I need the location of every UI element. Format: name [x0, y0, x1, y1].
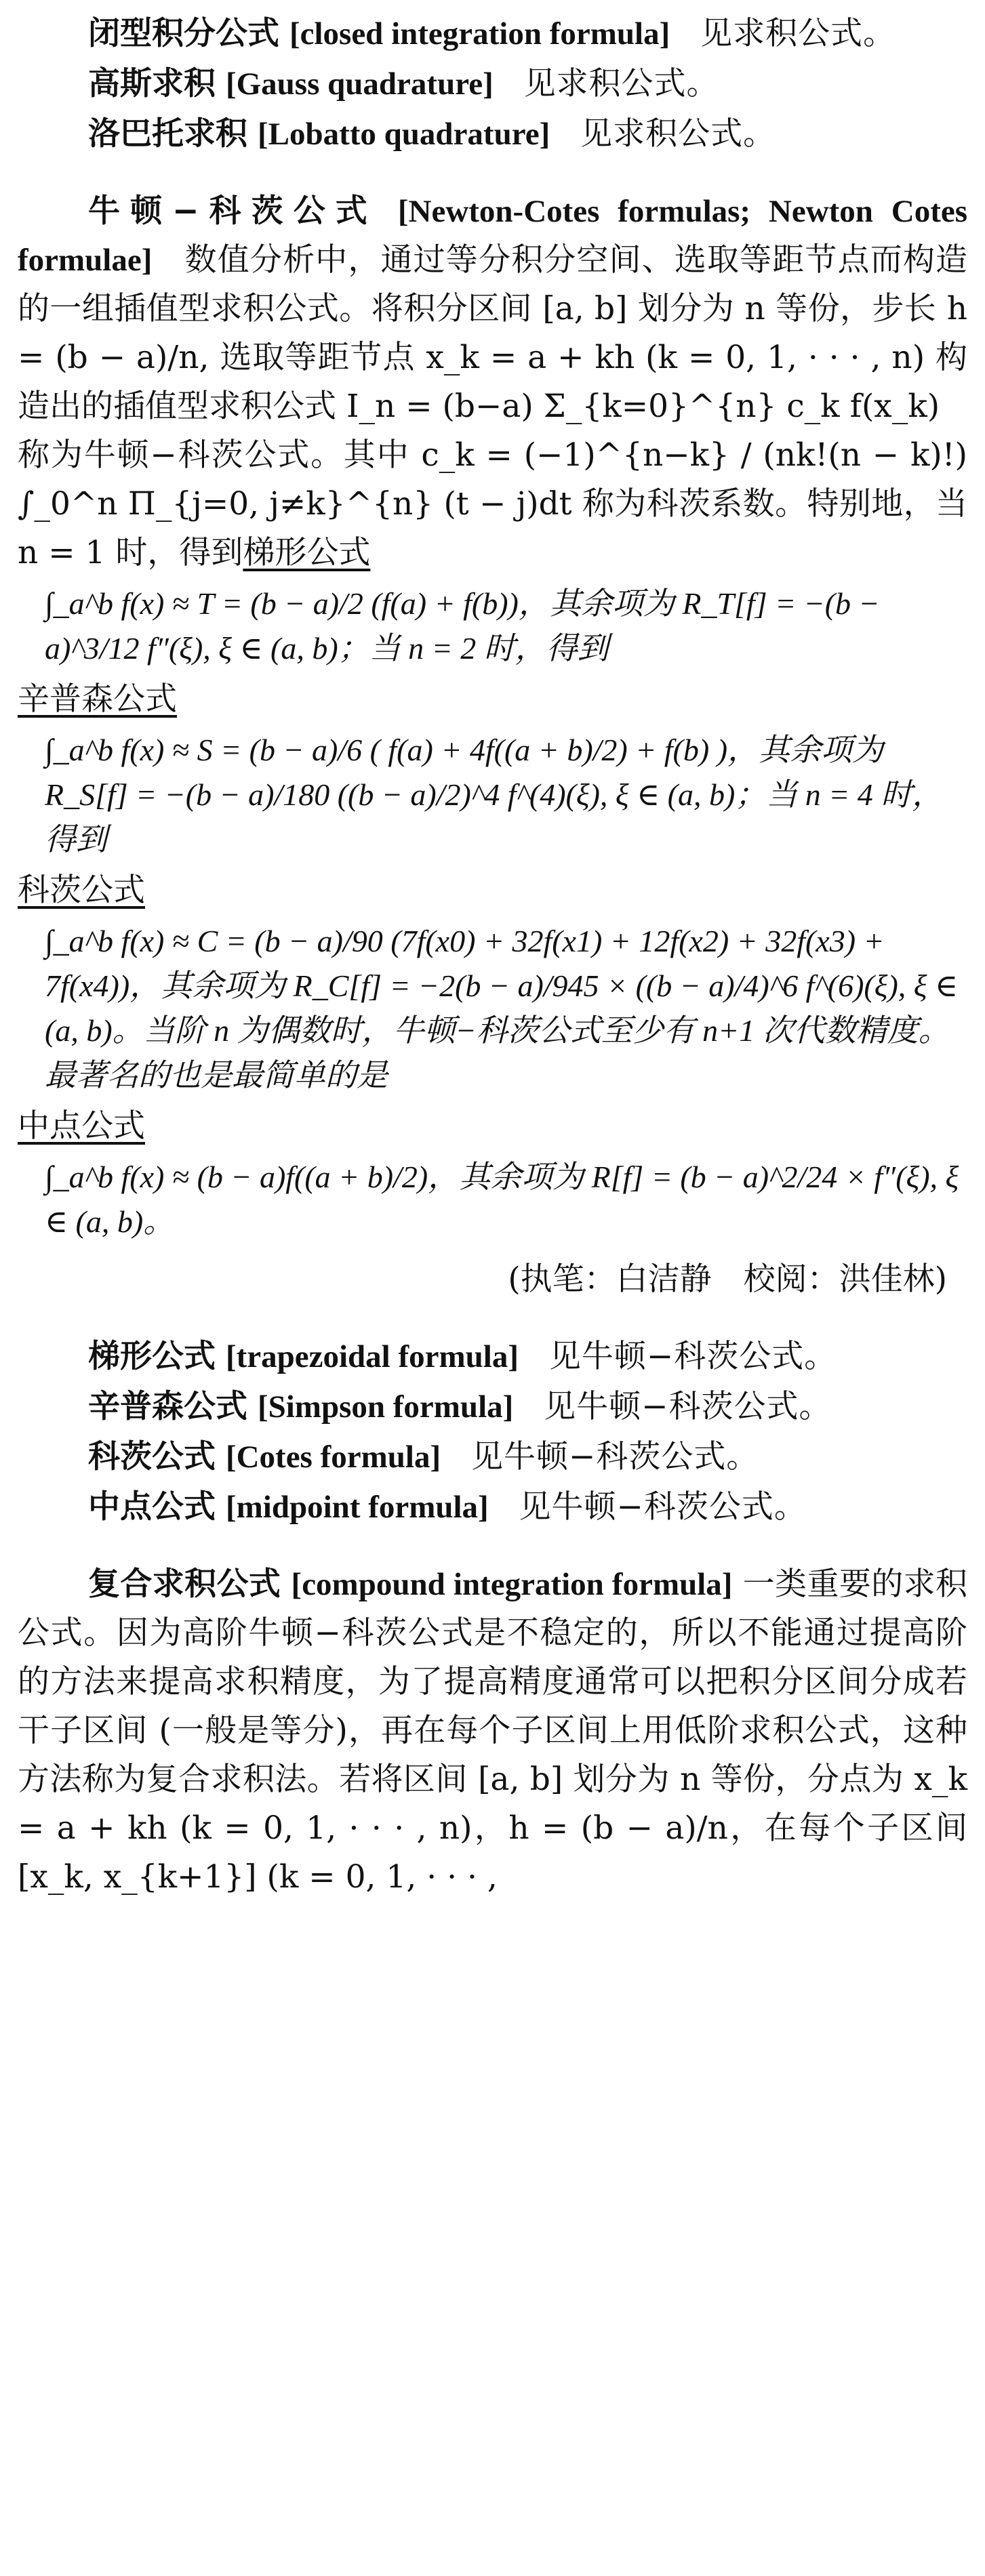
entry-midpoint-formula — [18, 1483, 967, 1532]
cross-reference: 见牛顿−科茨公式。 — [548, 1338, 837, 1375]
xref-simpson-line — [18, 675, 967, 724]
english-term: [Simpson formula] — [257, 1389, 514, 1425]
cross-reference: 见牛顿−科茨公式。 — [470, 1438, 759, 1475]
headword: 闭型积分公式 — [88, 15, 279, 52]
formula-trapezoidal: ∫_a^b f(x) ≈ T = (b − a)/2 (f(a) + f(b))，其余项为 R_T[f] = −(b − a)^3/12 f″(ξ), ξ ∈ (a, b)；当 n = 2 时，得到 — [45, 586, 888, 666]
xref-midpoint-line — [18, 1102, 967, 1151]
entry-newton-cotes — [18, 187, 967, 431]
definition-text: 一类重要的求积公式。因为高阶牛顿−科茨公式是不稳定的，所以不能通过提高阶的方法来提高求积精度，为了提高精度通常可以把积分区间分成若干子区间 (一般是等分)，再在每个子区间上用低阶求积公式，这种方法称为复合求积法。若将区间 [a, b] 划分为 n 等份，分点为 x_k = a + kh (k = 0, 1, · · · , n)，h = (b − a)/n，在每个子区间 [x_k, x_{k+1}] (k = 0, 1, · · · , — [18, 1566, 967, 1896]
english-term: [Cotes formula] — [225, 1439, 441, 1475]
entry-compound-integration-formula — [18, 1560, 967, 1902]
english-term: [midpoint formula] — [225, 1490, 489, 1525]
entry-lobatto-quadrature — [18, 110, 967, 159]
formula-midpoint: ∫_a^b f(x) ≈ (b − a)f((a + b)/2)，其余项为 R[f] = (b − a)^2/24 × f″(ξ), ξ ∈ (a, b)。 — [45, 1160, 967, 1239]
english-term: [compound integration formula] — [291, 1567, 733, 1602]
headword: 梯形公式 — [88, 1338, 216, 1375]
headword: 辛普森公式 — [88, 1388, 247, 1425]
headword: 复合求积公式 — [88, 1566, 281, 1603]
headword: 洛巴托求积 — [88, 115, 247, 152]
headword: 高斯求积 — [88, 65, 216, 102]
cross-reference: 见求积公式。 — [580, 115, 776, 152]
cross-reference: 见牛顿−科茨公式。 — [544, 1388, 832, 1425]
definition-text: 数值分析中，通过等分积分空间、选取等距节点而构造的一组插值型求积公式。将积分区间 [a, b] 划分为 n 等份，步长 h = (b − a)/n, 选取等距节点 x_k = a + kh (k = 0, 1, · · · , n) 构造出的插值型求积公式 I_n = (b−a) Σ_{k=0}^{n} c_k f(x_k) — [18, 241, 967, 425]
english-term: [Lobatto quadrature] — [257, 117, 550, 152]
entry-trapezoidal-formula — [18, 1332, 967, 1381]
headword: 中点公式 — [88, 1488, 216, 1526]
formula-cotes: ∫_a^b f(x) ≈ C = (b − a)/90 (7f(x0) + 32f(x1) + 12f(x2) + 32f(x3) + 7f(x4))，其余项为 R_C[f] = −2(b − a)/945 × ((b − a)/4)^6 f^(6)(ξ), ξ ∈ (a, b)。当阶 n 为偶数时，牛顿−科茨公式至少有 n+1 次代数精度。最著名的也是最简单的是 — [45, 924, 966, 1092]
definition-continued — [18, 431, 967, 577]
cross-reference: 见牛顿−科茨公式。 — [519, 1488, 807, 1526]
entry-cotes-formula — [18, 1433, 967, 1481]
english-term: [Newton-Cotes formulas; Newton Cotes formulae] — [18, 194, 967, 278]
xref-simpson-formula[interactable]: 辛普森公式 — [18, 680, 177, 718]
cross-reference: 见求积公式。 — [523, 65, 719, 102]
xref-cotes-formula[interactable]: 科茨公式 — [18, 872, 145, 909]
english-term: [closed integration formula] — [289, 16, 670, 52]
english-term: [Gauss quadrature] — [225, 66, 494, 102]
formula-simpson: ∫_a^b f(x) ≈ S = (b − a)/6 ( f(a) + 4f((a + b)/2) + f(b) )，其余项为 R_S[f] = −(b − a)/180 ((b − a)/2)^4 f^(4)(ξ), ξ ∈ (a, b)；当 n = 4 时，得到 — [45, 733, 944, 857]
xref-cotes-line — [18, 866, 967, 915]
entry-simpson-formula — [18, 1383, 967, 1431]
headword: 科茨公式 — [88, 1438, 216, 1475]
entry-gauss-quadrature — [18, 60, 967, 108]
english-term: [trapezoidal formula] — [225, 1339, 519, 1374]
definition-text: 称为牛顿−科茨公式。其中 c_k = (−1)^{n−k} / (nk!(n − k)!) ∫_0^n Π_{j=0, j≠k}^{n} (t − j)dt 称为科茨系数。特别地，当 n = 1 时，得到 — [18, 436, 967, 571]
headword: 牛顿−科茨公式 — [88, 192, 378, 230]
entry-closed-integration-formula — [18, 9, 967, 58]
author-credit — [18, 1255, 947, 1304]
credit-text: (执笔：白洁静 校阅：洪佳林) — [508, 1261, 947, 1298]
cross-reference: 见求积公式。 — [700, 15, 896, 52]
xref-midpoint-formula[interactable]: 中点公式 — [18, 1107, 145, 1145]
xref-trapezoidal-formula[interactable]: 梯形公式 — [243, 534, 371, 571]
